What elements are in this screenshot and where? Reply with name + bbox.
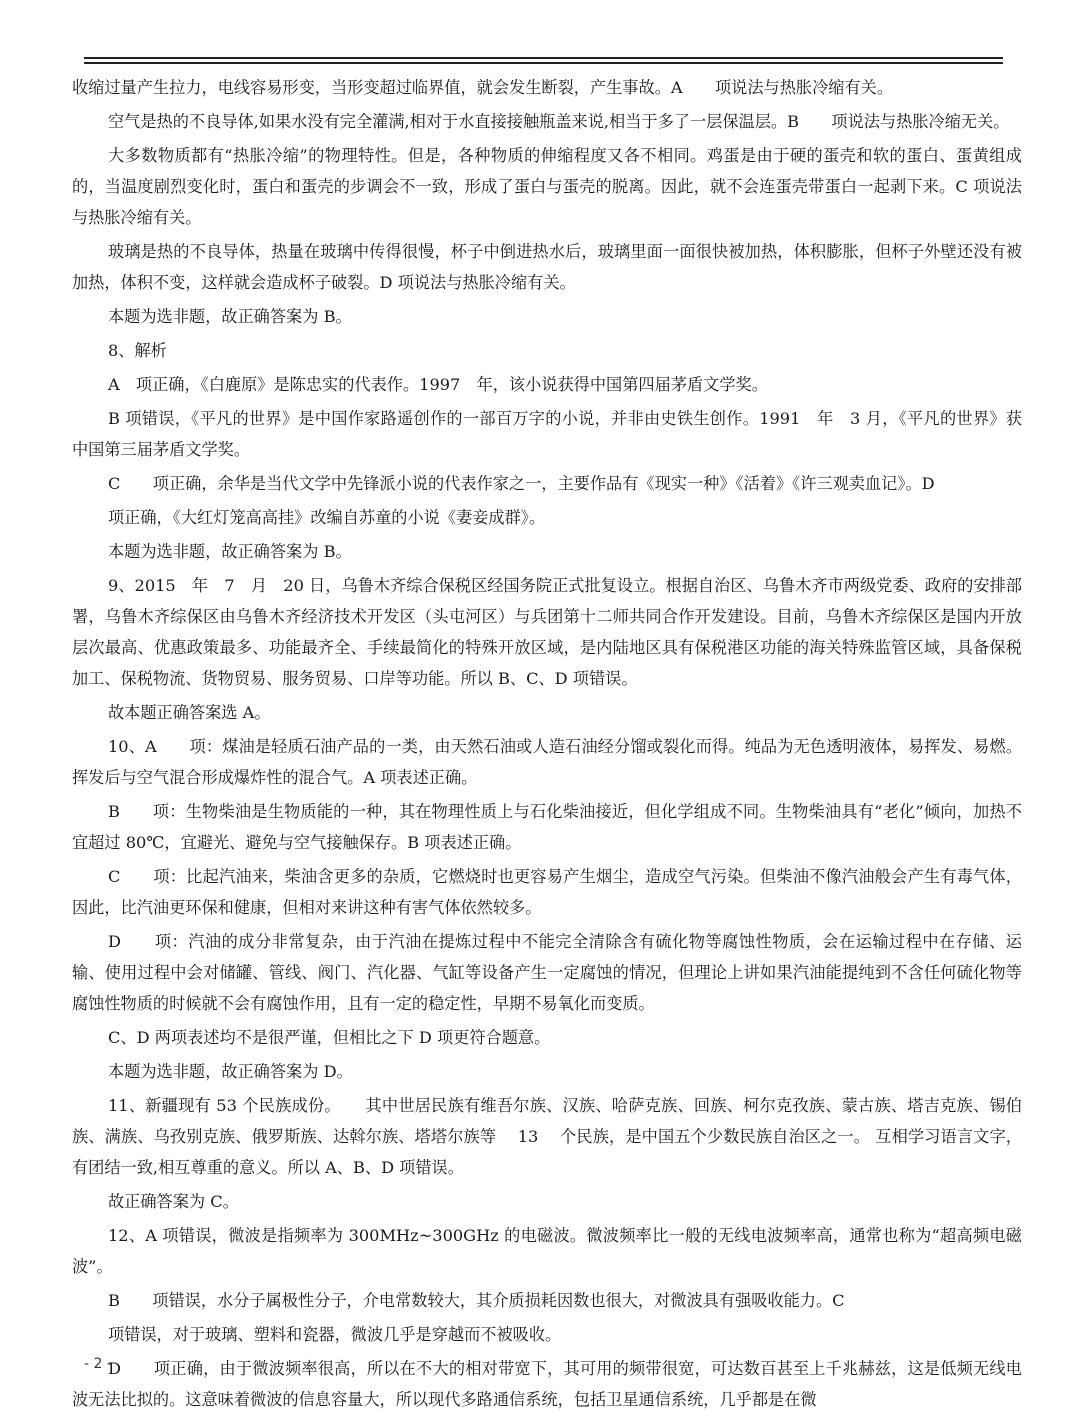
paragraph-11: 本题为选非题，故正确答案为 B。 <box>108 542 352 561</box>
paragraph-25: D 项正确，由于微波频率很高，所以在不大的相对带宽下，其可用的频带很宽，可达数百甚至上千兆赫兹，这是低频无线电波无法比拟的。这意味着微波的信息容量大，所以现代多路通信系统，包括卫星通信系统，几乎都是在微 <box>72 1359 1022 1409</box>
question-11: 11、新疆现有 53 个民族成份。 其中世居民族有维吾尔族、汉族、哈萨克族、回族、柯尔克孜族、蒙古族、塔吉克族、锡伯族、满族、乌孜别克族、俄罗斯族、达斡尔族、塔塔尔族等 13 个民族，是中国五个少数民族自治区之一。 互相学习语言文字，有团结一致,相互尊重的意义。所以 A、B、D 项错误。 <box>72 1096 1022 1177</box>
paragraph-9: C 项正确，余华是当代文学中先锋派小说的代表作家之一，主要作品有《现实一种》《活着》《许三观卖血记》。D <box>108 474 935 493</box>
paragraph-24: 项错误，对于玻璃、塑料和瓷器，微波几乎是穿越而不被吸收。 <box>108 1325 562 1344</box>
paragraph-7: A 项正确，《白鹿原》是陈忠实的代表作。1997 年，该小说获得中国第四届茅盾文学奖。 <box>108 375 768 394</box>
paragraph-23: B 项错误，水分子属极性分子，介电常数较大，其介质损耗因数也很大，对微波具有强吸收能力。C <box>108 1291 845 1310</box>
paragraph-16: C 项：比起汽油来，柴油含更多的杂质，它燃烧时也更容易产生烟尘，造成空气污染。但柴油不像汽油般会产生有毒气体，因此，比汽油更环保和健康，但相对来讲这种有害气体依然较多。 <box>72 867 1022 917</box>
paragraph-10: 项正确，《大红灯笼高高挂》改编自苏童的小说《妻妾成群》。 <box>108 508 546 527</box>
paragraph-13: 故本题正确答案选 A。 <box>108 703 271 722</box>
paragraph-2: 空气是热的不良导体,如果水没有完全灌满,相对于水直接接触瓶盖来说,相当于多了一层保温层。B 项说法与热胀冷缩无关。 <box>108 112 1010 131</box>
paragraph-8: B 项错误，《平凡的世界》是中国作家路遥创作的一部百万字的小说，并非由史铁生创作。1991 年 3 月，《平凡的世界》获中国第三届茅盾文学奖。 <box>72 409 1022 459</box>
question-12: 12、A 项错误，微波是指频率为 300MHz~300GHz 的电磁波。微波频率比一般的无线电波频率高，通常也称为“超高频电磁波”。 <box>72 1226 1022 1276</box>
document-body <box>72 72 1022 1418</box>
paragraph-19: 本题为选非题，故正确答案为 D。 <box>108 1062 353 1081</box>
paragraph-5: 本题为选非题，故正确答案为 B。 <box>108 307 352 326</box>
paragraph-3: 大多数物质都有“热胀冷缩”的物理特性。但是，各种物质的伸缩程度又各不相同。鸡蛋是由于硬的蛋壳和软的蛋白、蛋黄组成的，当温度剧烈变化时，蛋白和蛋壳的步调会不一致，形成了蛋白与蛋壳的脱离。因此，就不会连蛋壳带蛋白一起剥下来。C 项说法与热胀冷缩有关。 <box>72 146 1022 227</box>
question-8-heading: 8、解析 <box>108 341 167 360</box>
header-rule-top <box>84 57 1003 59</box>
paragraph-1: 收缩过量产生拉力，电线容易形变，当形变超过临界值，就会发生断裂，产生事故。A 项说法与热胀冷缩有关。 <box>72 78 894 97</box>
paragraph-15: B 项：生物柴油是生物质能的一种，其在物理性质上与石化柴油接近，但化学组成不同。生物柴油具有“老化”倾向，加热不宜超过 80℃，宜避光、避免与空气接触保存。B 项表述正确。 <box>72 802 1022 852</box>
question-10: 10、A 项：煤油是轻质石油产品的一类，由天然石油或人造石油经分馏或裂化而得。纯品为无色透明液体，易挥发、易燃。挥发后与空气混合形成爆炸性的混合气。A 项表述正确。 <box>72 737 1022 787</box>
question-9: 9、2015 年 7 月 20 日，乌鲁木齐综合保税区经国务院正式批复设立。根据自治区、乌鲁木齐市两级党委、政府的安排部署，乌鲁木齐综保区由乌鲁木齐经济技术开发区（头屯河区）与兵团第十二师共同合作开发建设。目前，乌鲁木齐综保区是国内开放层次最高、优惠政策最多、功能最齐全、手续最简化的特殊开放区域，是内陆地区具有保税港区功能的海关特殊监管区域，具备保税加工、保税物流、货物贸易、服务贸易、口岸等功能。所以 B、C、D 项错误。 <box>72 576 1022 688</box>
page-number: - 2 - <box>84 1356 112 1372</box>
paragraph-21: 故正确答案为 C。 <box>108 1192 239 1211</box>
header-rule-bottom <box>84 62 1003 64</box>
paragraph-17: D 项：汽油的成分非常复杂，由于汽油在提炼过程中不能完全清除含有硫化物等腐蚀性物质，会在运输过程中在存储、运输、使用过程中会对储罐、管线、阀门、汽化器、气缸等设备产生一定腐蚀的情况，但理论上讲如果汽油能提纯到不含任何硫化物等腐蚀性物质的时候就不会有腐蚀作用，且有一定的稳定性，早期不易氧化而变质。 <box>72 932 1022 1013</box>
paragraph-4: 玻璃是热的不良导体，热量在玻璃中传得很慢，杯子中倒进热水后，玻璃里面一面很快被加热，体积膨胀，但杯子外壁还没有被加热，体积不变，这样就会造成杯子破裂。D 项说法与热胀冷缩有关。 <box>72 242 1022 292</box>
paragraph-18: C、D 两项表述均不是很严谨，但相比之下 D 项更符合题意。 <box>108 1028 551 1047</box>
